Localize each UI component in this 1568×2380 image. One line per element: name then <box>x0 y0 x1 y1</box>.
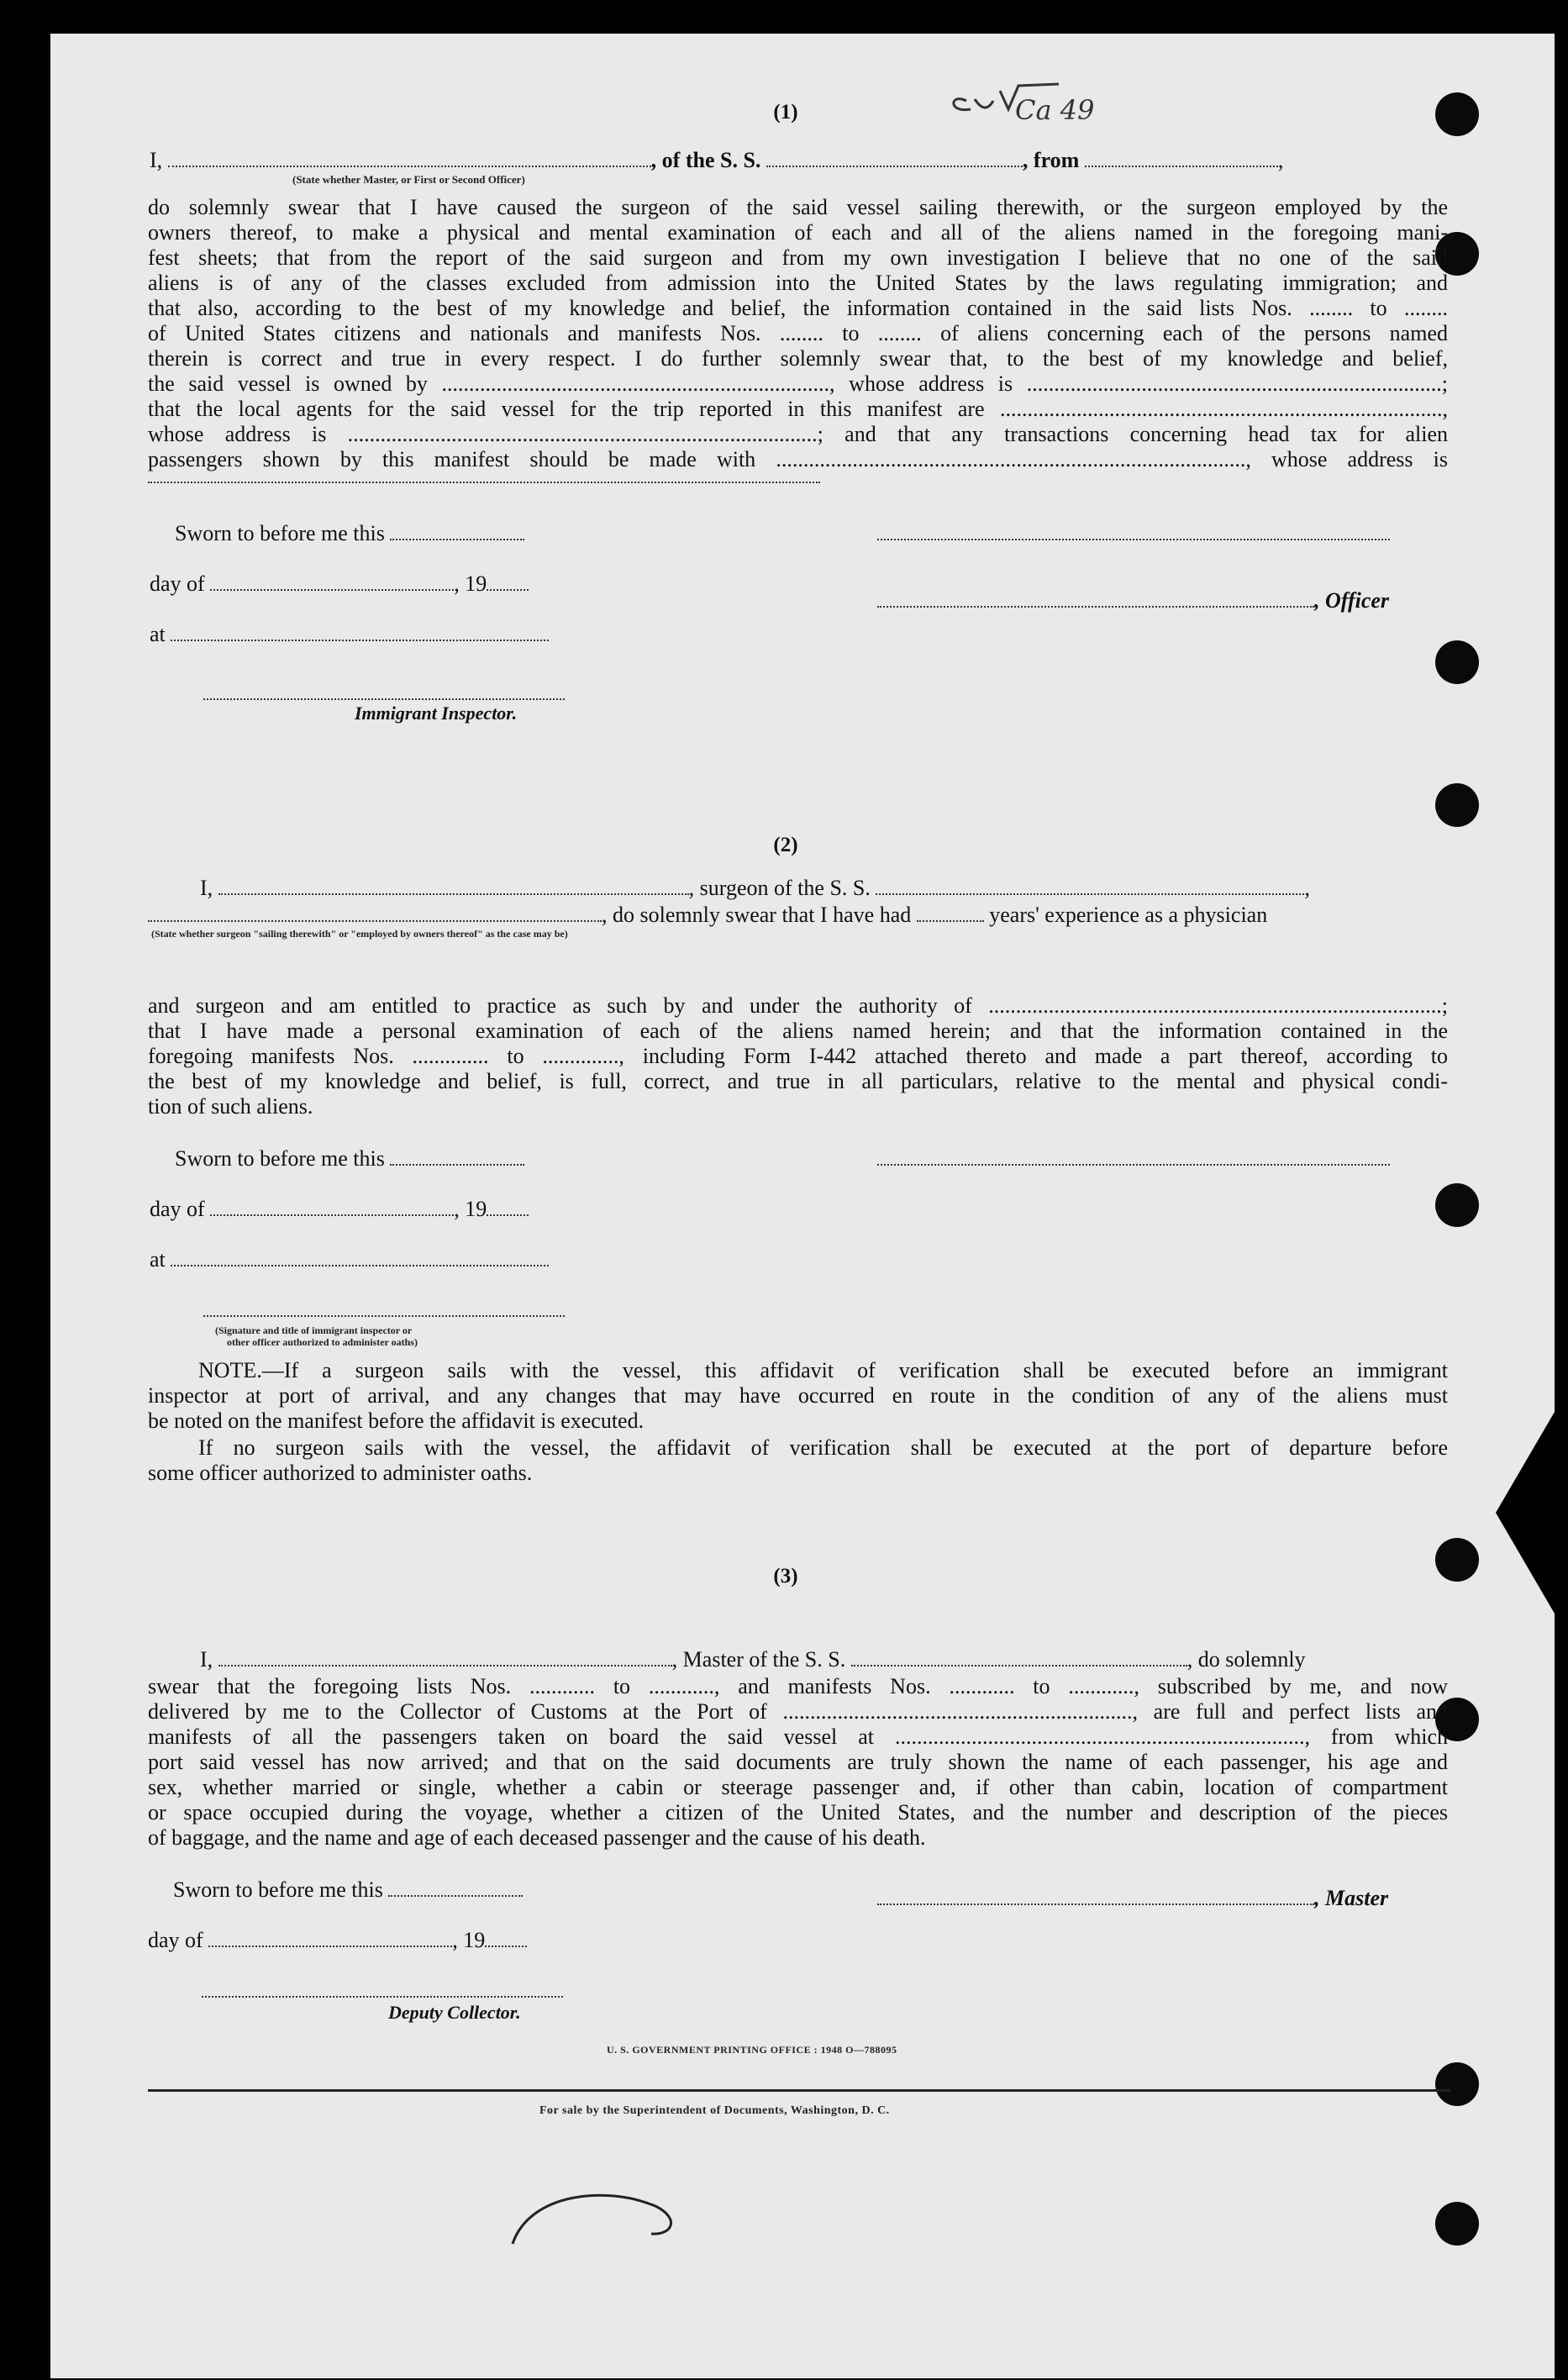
section-1-text-line: therein is correct and true in every respect. I do further solemnly swear that, to the best of my knowledge and belief, <box>148 346 1448 371</box>
punch-hole <box>1435 2062 1479 2106</box>
note-line: inspector at port of arrival, and any changes that may have occurred en route in the condition of any of the aliens must <box>148 1383 1448 1408</box>
section-1-text-line: owners thereof, to make a physical and mental examination of each and all of the aliens named in the foregoing mani- <box>148 220 1448 245</box>
section-3-line-1: I, , Master of the S. S. , do solemnly <box>200 1647 1306 1672</box>
punch-hole <box>1435 1183 1479 1227</box>
section-2-day-of: day of , 19 <box>150 1197 529 1222</box>
punch-hole <box>1435 783 1479 827</box>
punch-hole <box>1435 640 1479 684</box>
section-1-text-line: that also, according to the best of my knowledge and belief, the information contained in the said lists Nos. ........ to ........ <box>148 296 1448 320</box>
at-place-field[interactable] <box>171 624 549 641</box>
from-port-field[interactable] <box>1085 150 1278 167</box>
section-3-master-line: , Master <box>877 1886 1388 1911</box>
section-2-at: at <box>150 1247 549 1272</box>
note-line: If no surgeon sails with the vessel, the affidavit of verification shall be executed at the port of departure before <box>198 1435 1448 1460</box>
section-3-sworn: Sworn to before me this <box>173 1877 523 1903</box>
section-3-text-line: sex, whether married or single, whether a cabin or steerage passenger and, if other than cabin, location of compartment <box>148 1775 1448 1799</box>
section-1-trailing-blank[interactable] <box>148 464 820 489</box>
section-2-inspector-line[interactable] <box>203 1298 565 1323</box>
section-3-text-line: manifests of all the passengers taken on board the said vessel at ..........................................................................., from which <box>148 1724 1448 1749</box>
surgeon-name-field[interactable] <box>218 878 689 895</box>
note-line: be noted on the manifest before the affidavit is executed. <box>148 1409 645 1433</box>
section-1-text-line: fest sheets; that from the report of the said surgeon and from my own investigation I believe that no one of the said <box>148 245 1448 270</box>
section-1-number: (1) <box>773 101 798 124</box>
master-signature-field[interactable] <box>877 1888 1314 1905</box>
year-field[interactable] <box>487 1199 529 1216</box>
section-2-caption: (State whether surgeon "sailing therewith" or "employed by owners thereof" as the case may be) <box>151 928 568 940</box>
at-place-field[interactable] <box>171 1250 549 1266</box>
section-1-line-1: I, , of the S. S. , from , <box>150 148 1284 172</box>
year-field[interactable] <box>487 574 529 591</box>
section-2-line-1: I, , surgeon of the S. S. , <box>200 876 1310 900</box>
surgeon-status-field[interactable] <box>148 905 602 922</box>
year-field[interactable] <box>485 1930 527 1947</box>
note-line: some officer authorized to administer oaths. <box>148 1461 533 1485</box>
section-2-sig-caption: (Signature and title of immigrant inspector or <box>215 1324 413 1336</box>
officer-signature-field[interactable] <box>877 591 1314 608</box>
section-2-sworn: Sworn to before me this <box>175 1146 524 1172</box>
vessel-name-field[interactable] <box>766 150 1023 167</box>
section-3-text-line: of baggage, and the name and age of each deceased passenger and the cause of his death. <box>148 1825 926 1850</box>
surgeon-vessel-field[interactable] <box>876 878 1304 895</box>
section-1-officer-line: , Officer <box>877 588 1389 613</box>
section-1-text-line: of United States citizens and nationals and manifests Nos. ........ to ........ of aliens concerning each of the persons named <box>148 321 1448 345</box>
gpo-imprint: U. S. GOVERNMENT PRINTING OFFICE : 1948 O—788095 <box>607 2044 897 2056</box>
deputy-collector-label: Deputy Collector. <box>388 2002 521 2023</box>
section-1-text-line: do solemnly swear that I have caused the surgeon of the said vessel sailing therewith, or the surgeon employed by the <box>148 195 1448 219</box>
sworn-day-field[interactable] <box>388 1880 523 1897</box>
section-1-text-line: passengers shown by this manifest should be made with ......................................................................................, whose address is <box>148 447 1448 471</box>
officer-rank-field[interactable] <box>168 150 651 167</box>
section-1-text-line: whose address is ......................................................................................; and that any transactions concerning head tax for alien <box>148 422 1448 446</box>
section-3-day-of: day of , 19 <box>148 1928 527 1953</box>
master-name-field[interactable] <box>218 1650 672 1667</box>
section-1-text-line: aliens is of any of the classes excluded from admission into the United States by the laws regulating immigration; and <box>148 271 1448 295</box>
section-2-signature-line[interactable] <box>877 1146 1390 1172</box>
section-1-day-of: day of , 19 <box>150 571 529 597</box>
sale-notice: For sale by the Superintendent of Documents, Washington, D. C. <box>539 2104 890 2117</box>
sworn-day-field[interactable] <box>390 1149 524 1166</box>
section-2-text-line: that I have made a personal examination of each of the aliens named herein; and that the information contained in the <box>148 1019 1448 1043</box>
immigrant-inspector-label: Immigrant Inspector. <box>355 703 518 724</box>
sworn-day-field[interactable] <box>390 524 524 540</box>
section-3-text-line: or space occupied during the voyage, whether a citizen of the United States, and the number and description of the pieces <box>148 1800 1448 1824</box>
footer-rule <box>148 2089 1450 2092</box>
section-3-collector-line[interactable] <box>202 1978 563 2004</box>
day-of-field[interactable] <box>210 574 454 591</box>
section-1-caption: (State whether Master, or First or Second Officer) <box>292 173 525 186</box>
section-3-number: (3) <box>773 1565 798 1588</box>
section-2-text-line: tion of such aliens. <box>148 1094 313 1119</box>
section-1-at: at <box>150 622 549 647</box>
section-2-line-2: , do solemnly swear that I have had years' experience as a physician <box>148 903 1267 928</box>
section-1-text-line: the said vessel is owned by ......................................................................., whose address is ............................................................................; <box>148 371 1448 396</box>
section-3-text-line: port said vessel has now arrived; and that on the said documents are truly shown the name of each passenger, his age and <box>148 1750 1448 1774</box>
handwritten-annotation <box>941 76 1095 126</box>
section-2-text-line: the best of my knowledge and belief, is full, correct, and true in all particulars, relative to the mental and physical condi- <box>148 1069 1448 1093</box>
section-2-sig-caption: other officer authorized to administer oaths) <box>227 1336 418 1348</box>
section-3-text-line: delivered by me to the Collector of Customs at the Port of ................................................................, are full and perfect lists and <box>148 1699 1448 1724</box>
section-2-text-line: and surgeon and am entitled to practice as such by and under the authority of ...................................................................................; <box>148 993 1448 1018</box>
handwritten-text: Ca 49 <box>1015 94 1095 126</box>
section-1-signature-line[interactable] <box>877 521 1390 546</box>
note-line: NOTE.—If a surgeon sails with the vessel, this affidavit of verification shall be executed before an immigrant <box>198 1358 1448 1382</box>
handwritten-mark <box>504 2168 723 2252</box>
section-2-text-line: foregoing manifests Nos. .............. to .............., including Form I-442 attached thereto and made a part thereof, according to <box>148 1044 1448 1068</box>
day-of-field[interactable] <box>208 1930 452 1947</box>
master-vessel-field[interactable] <box>851 1650 1187 1667</box>
section-1-text-line: that the local agents for the said vessel for the trip reported in this manifest are ................................................................................., <box>148 397 1448 421</box>
punch-hole <box>1435 2202 1479 2246</box>
section-1-sworn: Sworn to before me this <box>175 521 524 546</box>
form-page <box>50 34 1555 2378</box>
section-2-number: (2) <box>773 834 798 856</box>
years-field[interactable] <box>917 905 984 922</box>
section-3-text-line: swear that the foregoing lists Nos. ............ to ............, and manifests Nos. ............ to ............, subscribed by me, and now <box>148 1674 1448 1698</box>
day-of-field[interactable] <box>210 1199 454 1216</box>
